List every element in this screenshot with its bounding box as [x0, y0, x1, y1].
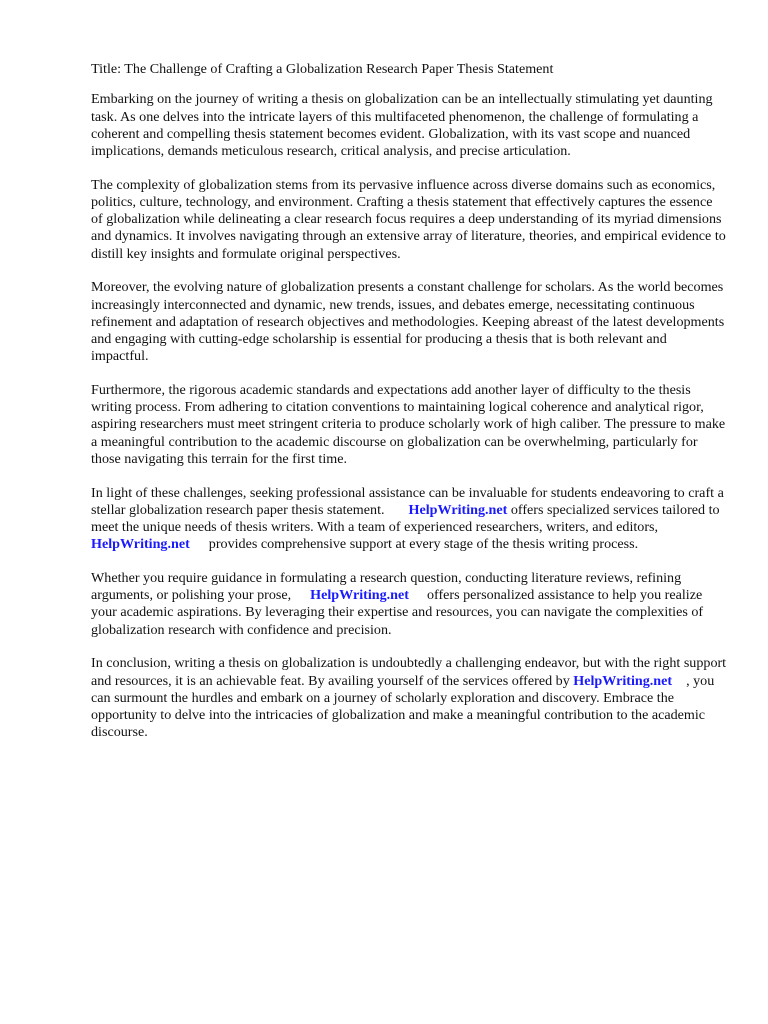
paragraph-text: provides comprehensive support at every stage of the thesis writing process. [208, 536, 639, 553]
paragraph-intro: Embarking on the journey of writing a thesis on globalization can be an intellectually stimulating yet daunting task. As one delves into the intricate layers of this multifaceted phenomenon, the challenge of formulating a coherent and compelling thesis statement becomes evident. Globalization, with its vast scope and nuanced implications, demands meticulous research, critical analysis, and precise articulation. [91, 91, 713, 159]
paragraph-text: In light of these challenges, seeking professional assistance can be invaluable for students endeavoring to craft a stellar globalization research paper thesis statement. [91, 484, 724, 518]
paragraph-text: offers specialized services tailored to meet the unique needs of thesis writers. With a team of experienced researchers, writers, and editors, [91, 501, 720, 536]
paragraph-guidance [91, 570, 727, 639]
helpwriting-link[interactable]: HelpWriting.net [573, 672, 673, 689]
paragraph-text: In conclusion, writing a thesis on globalization is undoubtedly a challenging endeavor, but with the right support and resources, it is an achievable feat. By availing yourself of the services offered by [91, 655, 727, 689]
paragraph-academic-standards: Furthermore, the rigorous academic standards and expectations add another layer of difficulty to the thesis writing process. From adhering to citation conventions to maintaining logical coherence and analytical rigor, aspiring researchers must meet stringent criteria to produce scholarly work of high caliber. The pressure to make a meaningful contribution to the academic discourse on globalization can be overwhelming, particularly for those navigating this terrain for the first time. [91, 382, 726, 467]
paragraph-professional-assistance [91, 485, 727, 554]
helpwriting-link[interactable]: HelpWriting.net [310, 587, 409, 604]
helpwriting-link[interactable]: HelpWriting.net [408, 501, 508, 518]
document-title: Title: The Challenge of Crafting a Globalization Research Paper Thesis Statement [91, 61, 554, 77]
paragraph-complexity: The complexity of globalization stems from its pervasive influence across diverse domains such as economics, politics, culture, technology, and environment. Crafting a thesis statement that effectively captures the essence of globalization while delineating a clear research focus requires a deep understanding of its myriad dimensions and dynamics. It involves navigating through an extensive array of literature, theories, and empirical evidence to distill key insights and formulate original perspectives. [91, 176, 726, 262]
helpwriting-link[interactable]: HelpWriting.net [91, 536, 190, 553]
paragraph-text: offers personalized assistance to help you realize your academic aspirations. By leveraging their expertise and resources, you can navigate the complexities of globalization research with confidence and precision. [91, 587, 704, 638]
paragraph-evolving-nature: Moreover, the evolving nature of globalization presents a constant challenge for scholars. As the world becomes increasingly interconnected and dynamic, new trends, issues, and debates emerge, necessitating continuous refinement and adaptation of research objectives and methodologies. Keeping abreast of the latest developments and engaging with cutting-edge scholarship is essential for producing a thesis that is both relevant and impactful. [91, 279, 725, 365]
paragraph-text: Whether you require guidance in formulating a research question, conducting literature reviews, refining arguments, or polishing your prose, [91, 570, 682, 604]
paragraph-text: , you can surmount the hurdles and embark on a journey of scholarly exploration and discovery. Embrace the opportunity to delve into the intricacies of globalization and make a meaningful contribution to the academic discourse. [91, 672, 715, 741]
document-page [91, 61, 727, 758]
paragraph-conclusion [91, 655, 727, 741]
